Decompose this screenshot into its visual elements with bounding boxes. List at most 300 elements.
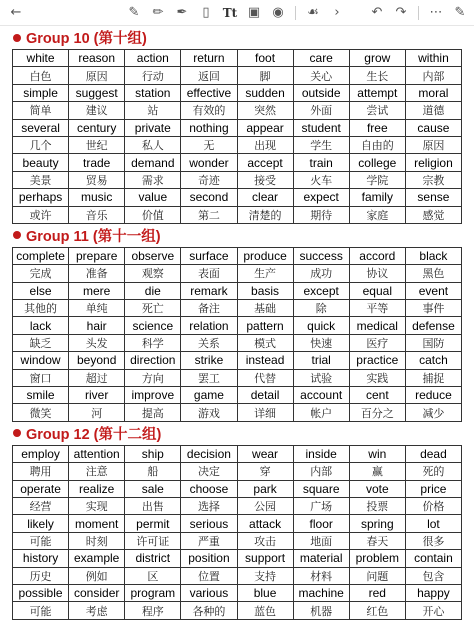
english-word-cell: religion — [405, 154, 461, 171]
pencil-icon[interactable]: ✏ — [152, 4, 164, 20]
english-row — [13, 584, 462, 601]
chinese-meaning-cell: 程序 — [125, 602, 181, 619]
english-word-cell: district — [125, 550, 181, 567]
english-word-cell: complete — [13, 247, 69, 264]
chinese-row — [13, 136, 462, 153]
chinese-meaning-cell: 机器 — [293, 602, 349, 619]
toolbar-right — [367, 0, 470, 26]
chinese-meaning-cell: 生产 — [237, 265, 293, 282]
chinese-meaning-cell: 价值 — [125, 206, 181, 223]
chinese-meaning-cell: 事件 — [405, 300, 461, 317]
english-word-cell: century — [69, 119, 125, 136]
english-word-cell: wear — [237, 445, 293, 462]
eraser-icon[interactable]: ▯ — [202, 4, 210, 20]
chinese-meaning-cell: 关心 — [293, 67, 349, 84]
chinese-meaning-cell: 自由的 — [349, 136, 405, 153]
chinese-row — [13, 67, 462, 84]
chinese-meaning-cell: 学生 — [293, 136, 349, 153]
chinese-meaning-cell: 几个 — [13, 136, 69, 153]
chinese-meaning-cell: 模式 — [237, 334, 293, 351]
chinese-meaning-cell: 其他的 — [13, 300, 69, 317]
chinese-meaning-cell: 观察 — [125, 265, 181, 282]
english-word-cell: red — [349, 584, 405, 601]
english-word-cell: sale — [125, 480, 181, 497]
english-word-cell: family — [349, 189, 405, 206]
chinese-meaning-cell: 方向 — [125, 369, 181, 386]
chinese-meaning-cell: 表面 — [181, 265, 237, 282]
redo-icon[interactable]: ↷ — [395, 4, 407, 20]
english-word-cell: hair — [69, 317, 125, 334]
lasso-icon[interactable]: ☙ — [307, 4, 319, 20]
chinese-meaning-cell: 广场 — [293, 497, 349, 514]
english-word-cell: produce — [237, 247, 293, 264]
chinese-meaning-cell: 成功 — [293, 265, 349, 282]
english-word-cell: improve — [125, 387, 181, 404]
english-word-cell: foot — [237, 50, 293, 67]
chinese-meaning-cell: 期待 — [293, 206, 349, 223]
chinese-meaning-cell: 投票 — [349, 497, 405, 514]
chinese-row — [13, 404, 462, 421]
chinese-row — [13, 265, 462, 282]
chinese-meaning-cell: 行动 — [125, 67, 181, 84]
chinese-meaning-cell: 建议 — [69, 102, 125, 119]
english-word-cell: river — [69, 387, 125, 404]
chinese-row — [13, 369, 462, 386]
english-word-cell: support — [237, 550, 293, 567]
english-word-cell: happy — [405, 584, 461, 601]
chinese-meaning-cell: 除 — [293, 300, 349, 317]
chinese-meaning-cell: 可能 — [13, 602, 69, 619]
english-word-cell: quick — [293, 317, 349, 334]
english-word-cell: material — [293, 550, 349, 567]
chinese-meaning-cell: 决定 — [181, 463, 237, 480]
chinese-row — [13, 602, 462, 619]
english-word-cell: position — [181, 550, 237, 567]
toolbar — [0, 0, 474, 26]
english-word-cell: park — [237, 480, 293, 497]
bullet-dot-icon — [13, 231, 21, 239]
english-row — [13, 445, 462, 462]
english-word-cell: action — [125, 50, 181, 67]
english-word-cell: permit — [125, 515, 181, 532]
chinese-meaning-cell: 接受 — [237, 171, 293, 188]
chinese-meaning-cell: 红色 — [349, 602, 405, 619]
chinese-meaning-cell: 世纪 — [69, 136, 125, 153]
chinese-meaning-cell: 白色 — [13, 67, 69, 84]
english-word-cell: within — [405, 50, 461, 67]
english-word-cell: sudden — [237, 84, 293, 101]
group-title: Group 12 (第十二组) — [26, 426, 162, 443]
english-word-cell: moment — [69, 515, 125, 532]
group-title: Group 11 (第十一组) — [26, 228, 161, 245]
chinese-meaning-cell: 缺乏 — [13, 334, 69, 351]
chinese-meaning-cell: 聘用 — [13, 463, 69, 480]
english-row — [13, 50, 462, 67]
chinese-meaning-cell: 学院 — [349, 171, 405, 188]
chinese-meaning-cell: 捕捉 — [405, 369, 461, 386]
english-word-cell: practice — [349, 352, 405, 369]
chinese-meaning-cell: 火车 — [293, 171, 349, 188]
chinese-meaning-cell: 微笑 — [13, 404, 69, 421]
toolbar-divider — [418, 6, 419, 20]
chinese-row — [13, 206, 462, 223]
english-word-cell: care — [293, 50, 349, 67]
highlighter-icon[interactable]: ✒ — [176, 4, 188, 20]
english-word-cell: possible — [13, 584, 69, 601]
vocab-table — [12, 49, 462, 224]
chinese-meaning-cell: 例如 — [69, 567, 125, 584]
chinese-meaning-cell: 美景 — [13, 171, 69, 188]
english-word-cell: station — [125, 84, 181, 101]
chinese-meaning-cell: 经营 — [13, 497, 69, 514]
english-row — [13, 317, 462, 334]
chinese-meaning-cell: 减少 — [405, 404, 461, 421]
chinese-meaning-cell: 快速 — [293, 334, 349, 351]
chinese-meaning-cell: 协议 — [349, 265, 405, 282]
chinese-meaning-cell: 出现 — [237, 136, 293, 153]
chinese-meaning-cell: 考虑 — [69, 602, 125, 619]
english-word-cell: trade — [69, 154, 125, 171]
english-word-cell: various — [181, 584, 237, 601]
english-word-cell: strike — [181, 352, 237, 369]
english-word-cell: attention — [69, 445, 125, 462]
chinese-row — [13, 532, 462, 549]
english-word-cell: beyond — [69, 352, 125, 369]
english-word-cell: history — [13, 550, 69, 567]
chinese-meaning-cell: 有效的 — [181, 102, 237, 119]
group-heading — [12, 26, 462, 49]
chinese-meaning-cell: 音乐 — [69, 206, 125, 223]
chinese-meaning-cell: 实现 — [69, 497, 125, 514]
english-row — [13, 84, 462, 101]
english-word-cell: demand — [125, 154, 181, 171]
english-row — [13, 480, 462, 497]
english-word-cell: choose — [181, 480, 237, 497]
chinese-meaning-cell: 感觉 — [405, 206, 461, 223]
english-word-cell: several — [13, 119, 69, 136]
english-word-cell: observe — [125, 247, 181, 264]
english-word-cell: account — [293, 387, 349, 404]
english-word-cell: medical — [349, 317, 405, 334]
chinese-meaning-cell: 需求 — [125, 171, 181, 188]
english-word-cell: operate — [13, 480, 69, 497]
english-word-cell: expect — [293, 189, 349, 206]
english-word-cell: problem — [349, 550, 405, 567]
chinese-meaning-cell: 各种的 — [181, 602, 237, 619]
chinese-meaning-cell: 蓝色 — [237, 602, 293, 619]
english-word-cell: defense — [405, 317, 461, 334]
text-tool-icon[interactable]: Tt — [222, 5, 238, 20]
english-word-cell: game — [181, 387, 237, 404]
chinese-meaning-cell: 很多 — [405, 532, 461, 549]
chinese-meaning-cell: 百分之 — [349, 404, 405, 421]
english-word-cell: college — [349, 154, 405, 171]
chinese-meaning-cell: 开心 — [405, 602, 461, 619]
vocabulary-sections — [0, 26, 474, 620]
english-row — [13, 247, 462, 264]
chinese-row — [13, 463, 462, 480]
chinese-meaning-cell: 春天 — [349, 532, 405, 549]
english-word-cell: surface — [181, 247, 237, 264]
english-row — [13, 282, 462, 299]
english-word-cell: ship — [125, 445, 181, 462]
chinese-row — [13, 102, 462, 119]
bullet-dot-icon — [13, 34, 21, 42]
chinese-meaning-cell: 游戏 — [181, 404, 237, 421]
english-word-cell: inside — [293, 445, 349, 462]
more-options-icon[interactable]: ⋯ — [429, 4, 443, 20]
chinese-meaning-cell: 内部 — [293, 463, 349, 480]
english-word-cell: relation — [181, 317, 237, 334]
english-word-cell: white — [13, 50, 69, 67]
chinese-meaning-cell: 单纯 — [69, 300, 125, 317]
chinese-meaning-cell: 无 — [181, 136, 237, 153]
english-word-cell: instead — [237, 352, 293, 369]
english-word-cell: accord — [349, 247, 405, 264]
english-word-cell: realize — [69, 480, 125, 497]
chinese-meaning-cell: 道德 — [405, 102, 461, 119]
group-heading — [12, 224, 462, 247]
chinese-meaning-cell: 原因 — [69, 67, 125, 84]
chinese-row — [13, 497, 462, 514]
chinese-meaning-cell: 问题 — [349, 567, 405, 584]
english-word-cell: nothing — [181, 119, 237, 136]
english-word-cell: spring — [349, 515, 405, 532]
chinese-meaning-cell: 脚 — [237, 67, 293, 84]
chinese-meaning-cell: 穿 — [237, 463, 293, 480]
chinese-meaning-cell: 价格 — [405, 497, 461, 514]
english-word-cell: appear — [237, 119, 293, 136]
english-word-cell: else — [13, 282, 69, 299]
english-word-cell: likely — [13, 515, 69, 532]
chinese-meaning-cell: 试验 — [293, 369, 349, 386]
chinese-meaning-cell: 备注 — [181, 300, 237, 317]
english-word-cell: attack — [237, 515, 293, 532]
chinese-meaning-cell: 代替 — [237, 369, 293, 386]
group-title: Group 10 (第十组) — [26, 31, 147, 47]
english-word-cell: music — [69, 189, 125, 206]
english-word-cell: student — [293, 119, 349, 136]
english-word-cell: basis — [237, 282, 293, 299]
chinese-meaning-cell: 简单 — [13, 102, 69, 119]
english-word-cell: vote — [349, 480, 405, 497]
english-word-cell: effective — [181, 84, 237, 101]
chinese-meaning-cell: 贸易 — [69, 171, 125, 188]
chinese-meaning-cell: 生长 — [349, 67, 405, 84]
pen-icon[interactable]: ✎ — [128, 4, 140, 20]
chinese-meaning-cell: 返回 — [181, 67, 237, 84]
chinese-meaning-cell: 家庭 — [349, 206, 405, 223]
english-word-cell: prepare — [69, 247, 125, 264]
english-word-cell: mere — [69, 282, 125, 299]
english-word-cell: attempt — [349, 84, 405, 101]
english-word-cell: except — [293, 282, 349, 299]
edit-icon[interactable]: ✎ — [454, 4, 466, 20]
english-row — [13, 515, 462, 532]
english-word-cell: clear — [237, 189, 293, 206]
english-word-cell: program — [125, 584, 181, 601]
english-word-cell: window — [13, 352, 69, 369]
english-word-cell: detail — [237, 387, 293, 404]
chinese-meaning-cell: 公园 — [237, 497, 293, 514]
english-word-cell: serious — [181, 515, 237, 532]
english-word-cell: moral — [405, 84, 461, 101]
chinese-meaning-cell: 地面 — [293, 532, 349, 549]
english-word-cell: direction — [125, 352, 181, 369]
chinese-meaning-cell: 可能 — [13, 532, 69, 549]
english-word-cell: machine — [293, 584, 349, 601]
chinese-meaning-cell: 船 — [125, 463, 181, 480]
english-word-cell: smile — [13, 387, 69, 404]
chinese-meaning-cell: 科学 — [125, 334, 181, 351]
chinese-meaning-cell: 基础 — [237, 300, 293, 317]
chinese-meaning-cell: 头发 — [69, 334, 125, 351]
english-word-cell: beauty — [13, 154, 69, 171]
english-word-cell: lot — [405, 515, 461, 532]
chinese-row — [13, 300, 462, 317]
chinese-meaning-cell: 详细 — [237, 404, 293, 421]
english-word-cell: catch — [405, 352, 461, 369]
english-word-cell: win — [349, 445, 405, 462]
chinese-meaning-cell: 奇迹 — [181, 171, 237, 188]
group-heading — [12, 422, 462, 445]
english-row — [13, 352, 462, 369]
chinese-meaning-cell: 支持 — [237, 567, 293, 584]
english-word-cell: remark — [181, 282, 237, 299]
chinese-meaning-cell: 提高 — [125, 404, 181, 421]
english-word-cell: accept — [237, 154, 293, 171]
chinese-meaning-cell: 尝试 — [349, 102, 405, 119]
chinese-meaning-cell: 历史 — [13, 567, 69, 584]
chevron-right-icon[interactable]: › — [334, 4, 340, 20]
chinese-meaning-cell: 时刻 — [69, 532, 125, 549]
chinese-meaning-cell: 赢 — [349, 463, 405, 480]
chinese-meaning-cell: 帐户 — [293, 404, 349, 421]
english-word-cell: train — [293, 154, 349, 171]
english-word-cell: price — [405, 480, 461, 497]
chinese-meaning-cell: 宗教 — [405, 171, 461, 188]
english-word-cell: employ — [13, 445, 69, 462]
chinese-meaning-cell: 罢工 — [181, 369, 237, 386]
english-word-cell: science — [125, 317, 181, 334]
chinese-meaning-cell: 医疗 — [349, 334, 405, 351]
back-arrow-icon[interactable]: ← — [10, 4, 22, 20]
chinese-meaning-cell: 许可证 — [125, 532, 181, 549]
chinese-meaning-cell: 选择 — [181, 497, 237, 514]
english-row — [13, 154, 462, 171]
english-word-cell: trial — [293, 352, 349, 369]
english-word-cell: private — [125, 119, 181, 136]
english-word-cell: consider — [69, 584, 125, 601]
english-word-cell: example — [69, 550, 125, 567]
english-word-cell: die — [125, 282, 181, 299]
english-word-cell: floor — [293, 515, 349, 532]
english-word-cell: cause — [405, 119, 461, 136]
english-word-cell: sense — [405, 189, 461, 206]
image-icon[interactable]: ▣ — [247, 4, 261, 20]
english-word-cell: decision — [181, 445, 237, 462]
english-word-cell: suggest — [69, 84, 125, 101]
english-word-cell: grow — [349, 50, 405, 67]
english-word-cell: cent — [349, 387, 405, 404]
undo-icon[interactable]: ↶ — [371, 4, 383, 20]
english-word-cell: value — [125, 189, 181, 206]
chinese-meaning-cell: 包含 — [405, 567, 461, 584]
english-word-cell: reduce — [405, 387, 461, 404]
microphone-icon[interactable]: ◉ — [272, 4, 284, 20]
english-word-cell: free — [349, 119, 405, 136]
english-word-cell: black — [405, 247, 461, 264]
english-word-cell: wonder — [181, 154, 237, 171]
chinese-meaning-cell: 实践 — [349, 369, 405, 386]
chinese-meaning-cell: 私人 — [125, 136, 181, 153]
chinese-meaning-cell: 出售 — [125, 497, 181, 514]
english-word-cell: dead — [405, 445, 461, 462]
chinese-meaning-cell: 内部 — [405, 67, 461, 84]
chinese-row — [13, 334, 462, 351]
english-row — [13, 189, 462, 206]
chinese-row — [13, 171, 462, 188]
bullet-dot-icon — [13, 429, 21, 437]
english-row — [13, 119, 462, 136]
chinese-meaning-cell: 材料 — [293, 567, 349, 584]
english-word-cell: lack — [13, 317, 69, 334]
chinese-meaning-cell: 国防 — [405, 334, 461, 351]
english-word-cell: square — [293, 480, 349, 497]
vocab-table — [12, 247, 462, 422]
english-word-cell: contain — [405, 550, 461, 567]
chinese-meaning-cell: 黑色 — [405, 265, 461, 282]
chinese-meaning-cell: 区 — [125, 567, 181, 584]
english-word-cell: outside — [293, 84, 349, 101]
english-word-cell: success — [293, 247, 349, 264]
chinese-meaning-cell: 死亡 — [125, 300, 181, 317]
english-row — [13, 550, 462, 567]
english-word-cell: event — [405, 282, 461, 299]
english-word-cell: second — [181, 189, 237, 206]
chinese-meaning-cell: 准备 — [69, 265, 125, 282]
chinese-meaning-cell: 关系 — [181, 334, 237, 351]
english-word-cell: equal — [349, 282, 405, 299]
chinese-meaning-cell: 第二 — [181, 206, 237, 223]
chinese-meaning-cell: 注意 — [69, 463, 125, 480]
english-word-cell: blue — [237, 584, 293, 601]
chinese-meaning-cell: 河 — [69, 404, 125, 421]
chinese-meaning-cell: 完成 — [13, 265, 69, 282]
chinese-meaning-cell: 站 — [125, 102, 181, 119]
chinese-meaning-cell: 突然 — [237, 102, 293, 119]
english-row — [13, 387, 462, 404]
english-word-cell: return — [181, 50, 237, 67]
chinese-meaning-cell: 清楚的 — [237, 206, 293, 223]
chinese-meaning-cell: 原因 — [405, 136, 461, 153]
english-word-cell: reason — [69, 50, 125, 67]
tool-group — [124, 0, 347, 26]
english-word-cell: pattern — [237, 317, 293, 334]
chinese-row — [13, 567, 462, 584]
chinese-meaning-cell: 严重 — [181, 532, 237, 549]
chinese-meaning-cell: 攻击 — [237, 532, 293, 549]
chinese-meaning-cell: 超过 — [69, 369, 125, 386]
chinese-meaning-cell: 位置 — [181, 567, 237, 584]
toolbar-divider — [295, 6, 296, 20]
english-word-cell: perhaps — [13, 189, 69, 206]
chinese-meaning-cell: 窗口 — [13, 369, 69, 386]
english-word-cell: simple — [13, 84, 69, 101]
vocab-table — [12, 445, 462, 620]
chinese-meaning-cell: 或许 — [13, 206, 69, 223]
chinese-meaning-cell: 平等 — [349, 300, 405, 317]
